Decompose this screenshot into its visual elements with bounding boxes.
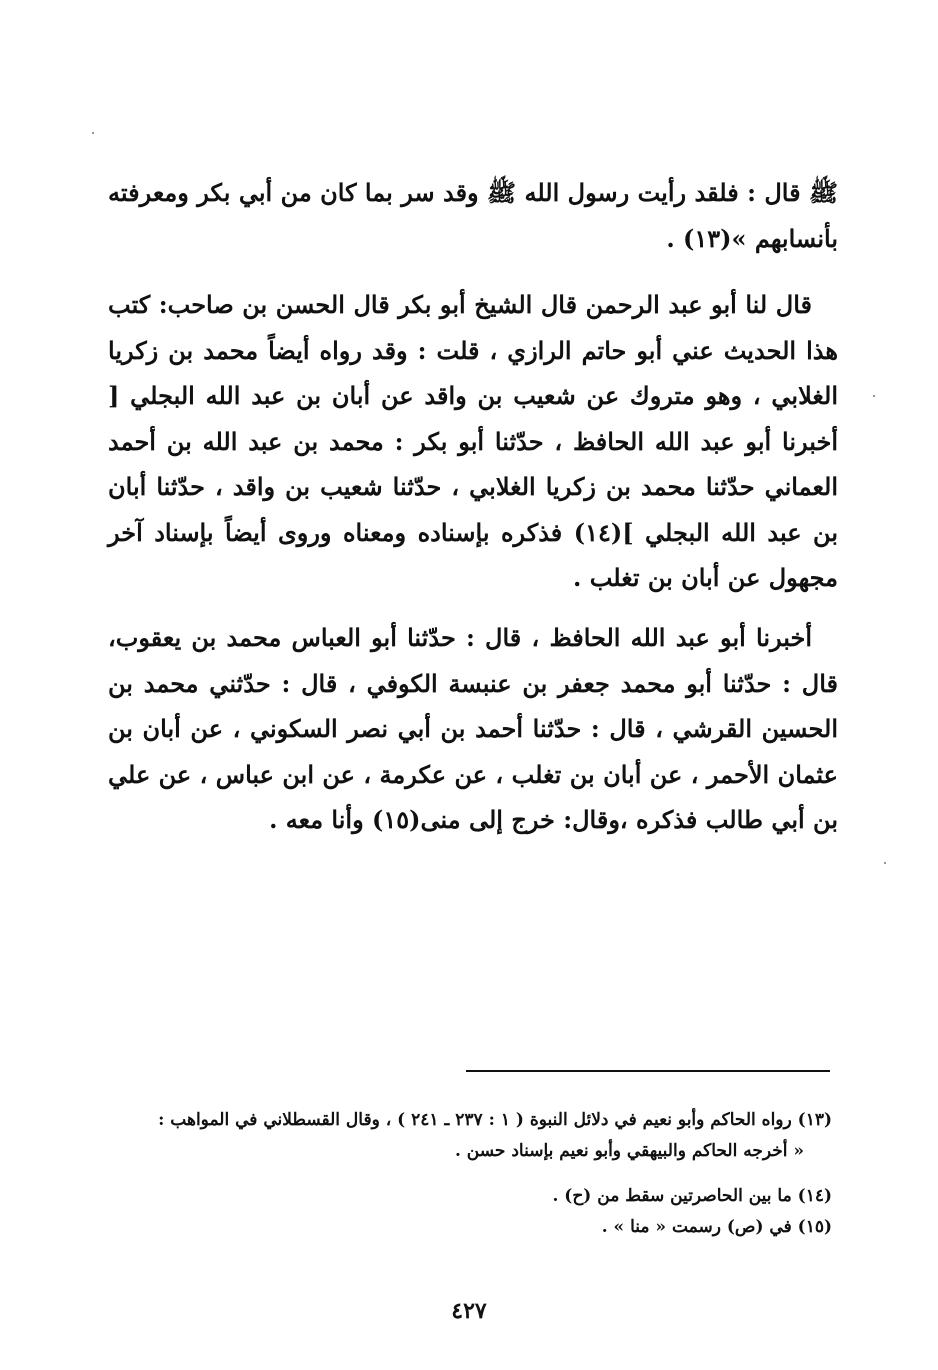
paragraph-text: ﷺ قال : فلقد رأيت رسول الله ﷺ وقد سر بما كان من أبي بكر ومعرفته بأنسابهم »(١٣) . [108, 178, 838, 253]
footnotes [100, 1105, 832, 1243]
paragraph-hadith-end [108, 170, 838, 261]
paragraph-second-isnad [108, 615, 838, 843]
footnote-13-continuation: « أخرجه الحاكم والبيهقي وأبو نعيم بإسناد حسن . [454, 1141, 804, 1161]
footnote-gap [100, 1167, 832, 1181]
footnote-13: (١٣) رواه الحاكم وأبو نعيم في دلائل النبوة ( ١ : ٢٣٧ ـ ٢٤١ ) ، وقال القسطلاني في المواهب : [158, 1110, 832, 1130]
footnote-14: (١٤) ما بين الحاصرتين سقط من (ح) . [552, 1186, 832, 1206]
page-number: ٤٢٧ [451, 1298, 487, 1324]
paragraph-text: قال لنا أبو عبد الرحمن قال الشيخ أبو بكر قال الحسن بن صاحب: كتب هذا الحديث عني أبو حاتم الرازي ، قلت : وقد رواه أيضاً محمد بن زكريا الغلابي ، وهو متروك عن شعيب بن واقد عن أبان بن عبد الله البجلي [ أخبرنا أبو عبد الله الحافظ ، حدّثنا أبو بكر : محمد بن عبد الله بن أحمد العماني حدّثنا محمد بن زكريا الغلابي ، حدّثنا شعيب بن واقد ، حدّثنا أبان بن عبد الله البجلي ](١٤) فذكره بإسناده ومعناه وروى أيضاً بإسناد آخر مجهول عن أبان بن تغلب . [108, 290, 839, 592]
footnote-separator [466, 1070, 830, 1072]
scan-speck [884, 862, 886, 864]
scan-speck [92, 132, 94, 134]
footnote-15: (١٥) في (ص) رسمت « منا » . [601, 1217, 832, 1237]
scan-speck [873, 395, 875, 397]
paragraph-text: أخبرنا أبو عبد الله الحافظ ، قال : حدّثنا أبو العباس محمد بن يعقوب، قال : حدّثنا أبو محمد جعفر بن عنبسة الكوفي ، قال : حدّثني محمد بن الحسين القرشي ، قال : حدّثنا أحمد بن أبي نصر السكوني ، عن أبان بن عثمان الأحمر ، عن أبان بن تغلب ، عن عكرمة ، عن ابن عباس ، عن علي بن أبي طالب فذكره ،وقال: خرج إلى منى(١٥) وأنا معه . [108, 623, 838, 834]
paragraph-isnad-commentary [108, 282, 838, 601]
